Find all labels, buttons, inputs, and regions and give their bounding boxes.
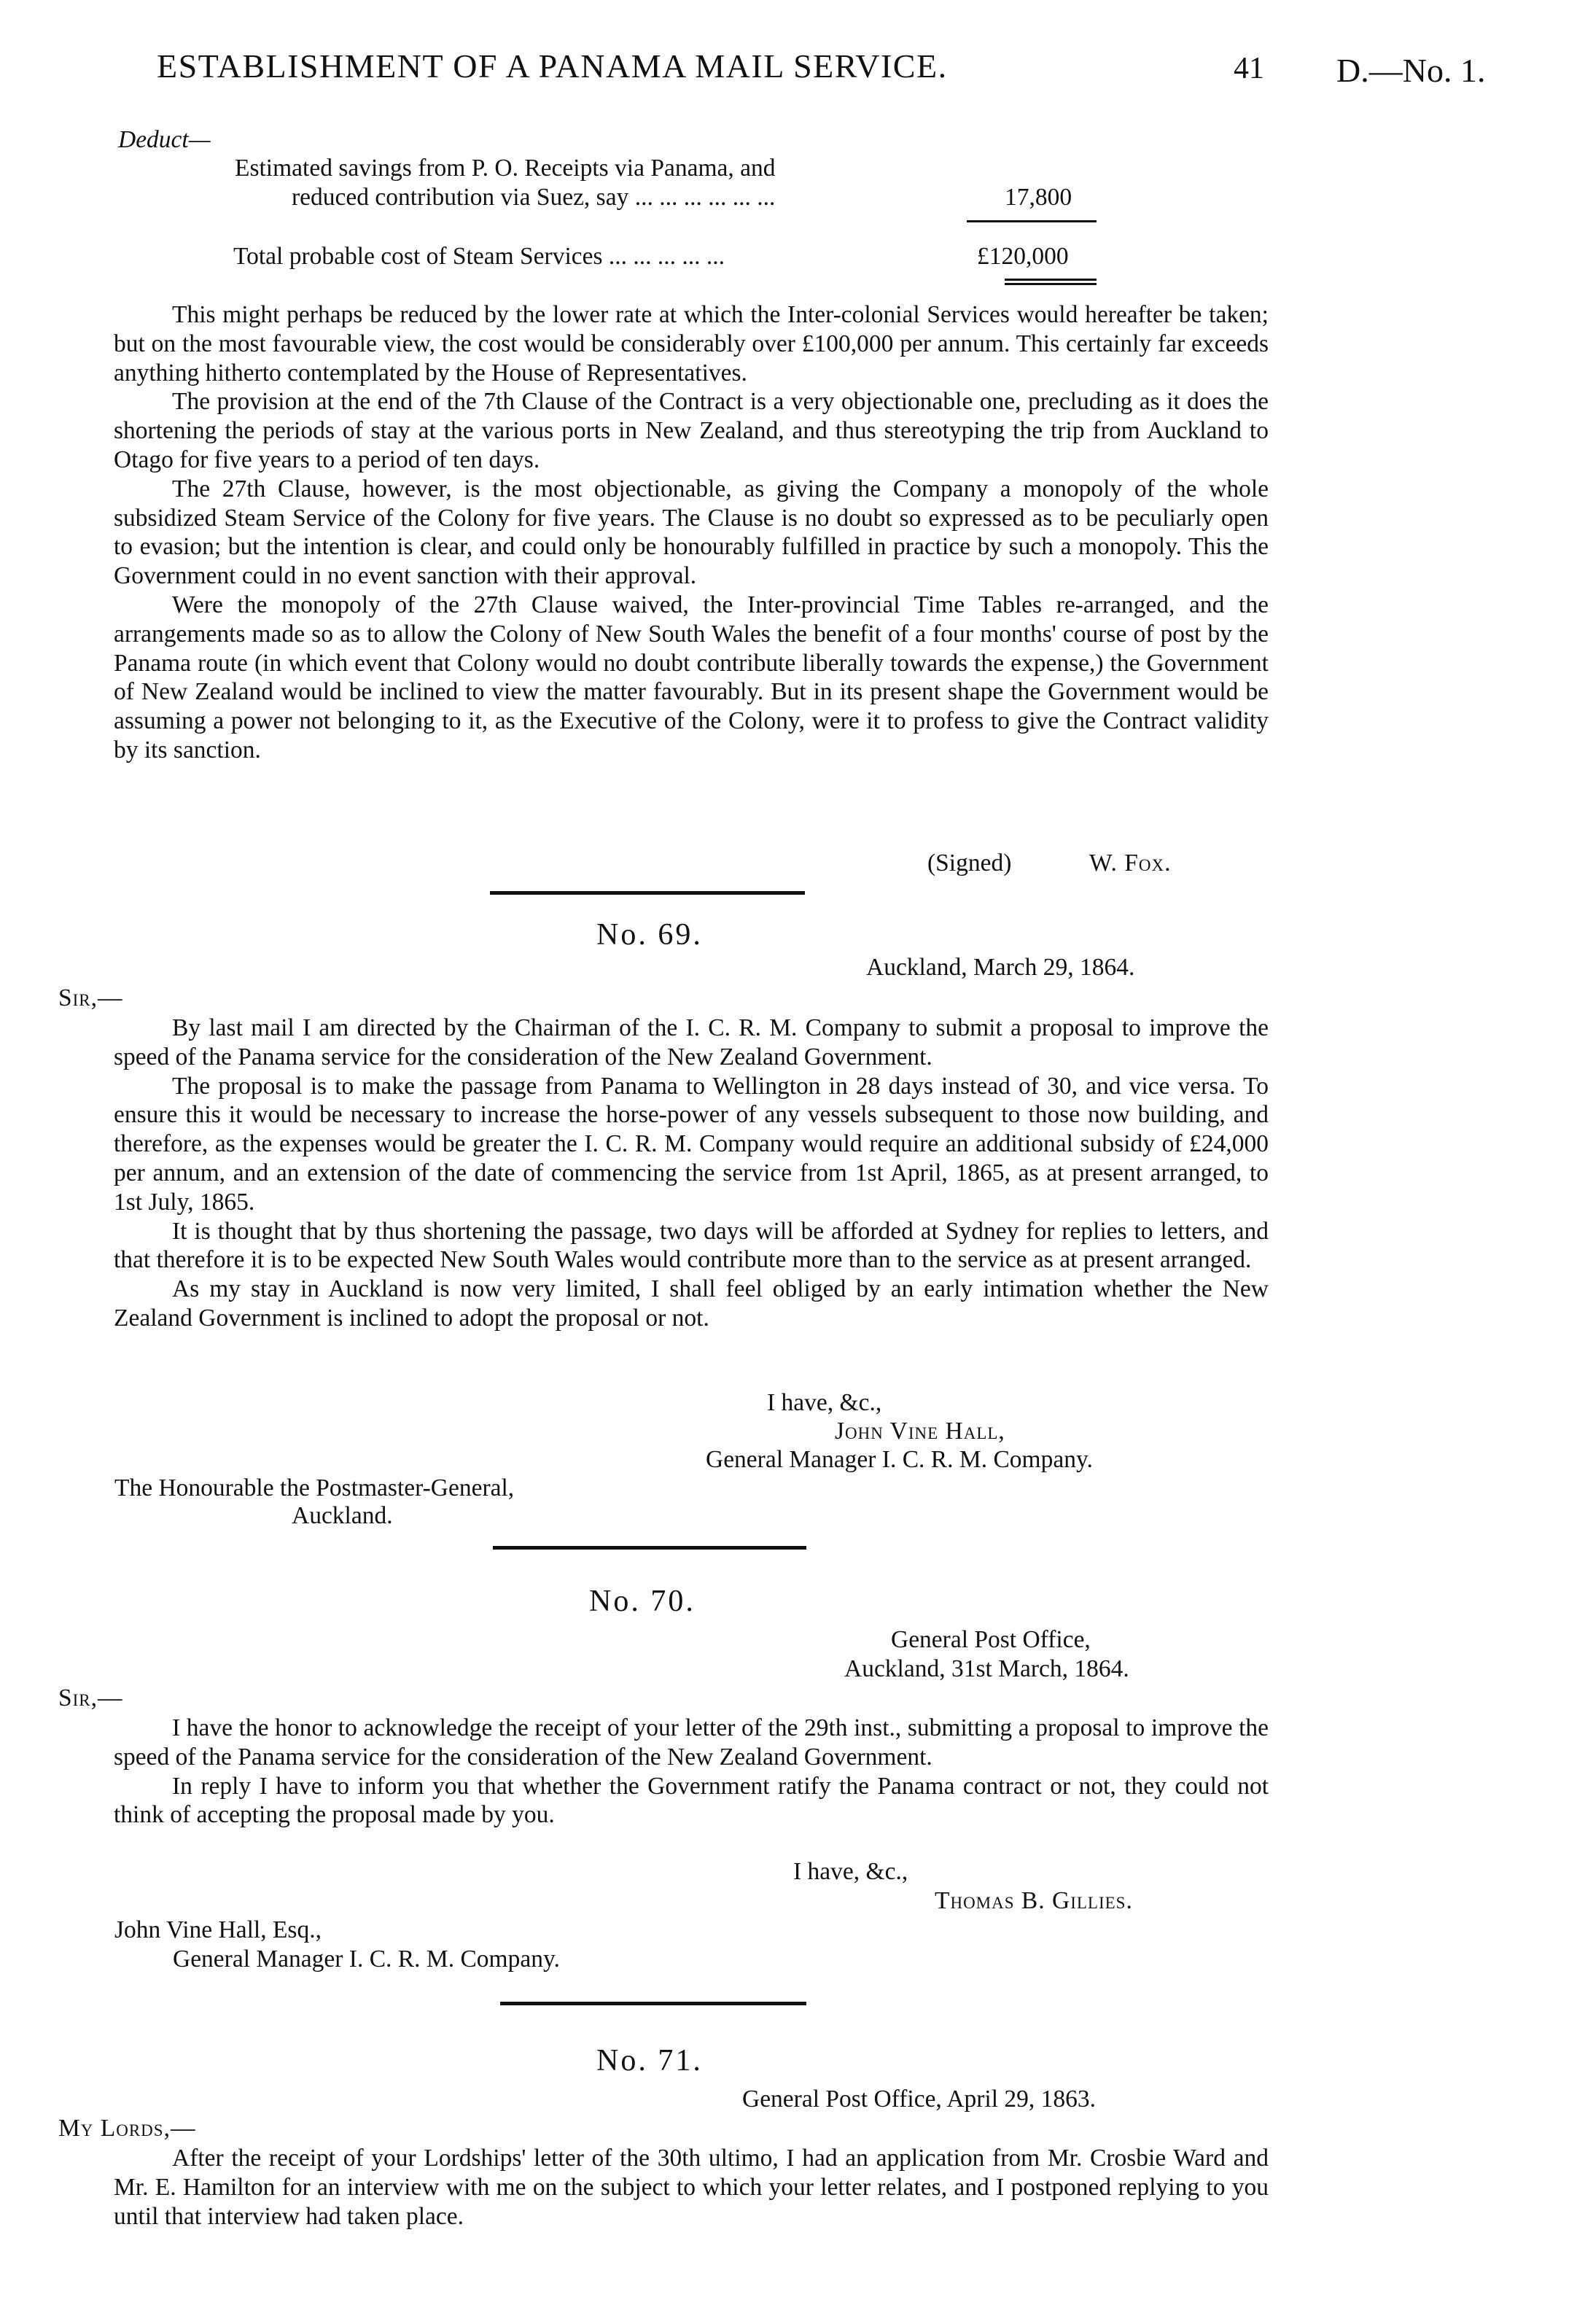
letter-69-date: Auckland, March 29, 1864. bbox=[866, 954, 1135, 981]
section-divider bbox=[493, 1546, 806, 1550]
memo-body bbox=[114, 300, 1269, 765]
section-divider bbox=[490, 891, 805, 895]
letter-69-signature: John Vine Hall, bbox=[835, 1418, 1005, 1445]
letter-71-date: General Post Office, April 29, 1863. bbox=[742, 2086, 1097, 2113]
section-divider bbox=[500, 2002, 806, 2005]
letter-69-paragraph: As my stay in Auckland is now very limited, I shall feel obliged by an early intimation whether the New Zealand Government is inclined to adopt the proposal or not. bbox=[114, 1275, 1269, 1332]
letter-71-paragraph: After the receipt of your Lordships' letter of the 30th ultimo, I had an application from Mr. Crosbie Ward and Mr. E. Hamilton for an interview with me on the subject to which your letter relates, and I postponed replying to you until that interview had taken place. bbox=[114, 2145, 1269, 2230]
signed-label: (Signed) bbox=[927, 850, 1012, 877]
letter-69-paragraph: By last mail I am directed by the Chairman of the I. C. R. M. Company to submit a proposal to improve the speed of the Panama service for the consideration of the New Zealand Government. bbox=[114, 1014, 1269, 1070]
letter-70-body bbox=[114, 1714, 1269, 1830]
letter-70-signature: Thomas B. Gillies. bbox=[935, 1887, 1133, 1914]
letter-69-number: No. 69. bbox=[596, 918, 703, 952]
deduct-line-2: reduced contribution via Suez, say ... ... ... ... ... ... bbox=[292, 184, 776, 211]
signed-name: W. Fox. bbox=[1089, 850, 1172, 877]
letter-70-place-line-1: General Post Office, bbox=[891, 1626, 1091, 1653]
subtotal-rule bbox=[967, 220, 1097, 222]
running-header-title: ESTABLISHMENT OF A PANAMA MAIL SERVICE. bbox=[157, 47, 948, 85]
letter-70-paragraph: In reply I have to inform you that whether the Government ratify the Panama contract or not, they could not think of accepting the proposal made by you. bbox=[114, 1772, 1269, 1829]
total-double-rule-bottom bbox=[1005, 283, 1097, 285]
letter-70-salutation: Sir,— bbox=[58, 1684, 123, 1711]
letter-69-signature-title: General Manager I. C. R. M. Company. bbox=[706, 1446, 1093, 1473]
memo-paragraph: The 27th Clause, however, is the most objectionable, as giving the Company a monopoly of the whole subsidized Steam Service of the Colony for five years. The Clause is no doubt so expressed as to be peculiarly open to evasion; but the intention is clear, and could only be honourably fulfilled in practice by such a monopoly. This the Government could in no event sanction with their approval. bbox=[114, 475, 1269, 590]
letter-69-body bbox=[114, 1014, 1269, 1333]
total-double-rule-top bbox=[1005, 279, 1097, 281]
letter-69-addressee-line-1: The Honourable the Postmaster-General, bbox=[114, 1474, 515, 1501]
deduct-line-1: Estimated savings from P. O. Receipts via Panama, and bbox=[235, 155, 776, 182]
letter-69-salutation: Sir,— bbox=[58, 984, 123, 1011]
letter-70-paragraph: I have the honor to acknowledge the receipt of your letter of the 29th inst., submitting a proposal to improve the speed of the Panama service for the consideration of the New Zealand Government. bbox=[114, 1714, 1269, 1771]
memo-paragraph: This might perhaps be reduced by the lower rate at which the Inter-colonial Services would hereafter be taken; but on the most favourable view, the cost would be considerably over £100,000 per annum. This certainly far exceeds anything hitherto contemplated by the House of Representatives. bbox=[114, 301, 1269, 386]
letter-69-paragraph: The proposal is to make the passage from Panama to Wellington in 28 days instead of 30, and vice versa. To ensure this it would be necessary to increase the horse-power of any vessels subsequent to those now building, and therefore, as the expenses would be greater the I. C. R. M. Company would require an additional subsidy of £24,000 per annum, and an extension of the date of commencing the service from 1st April, 1865, as at present arranged, to 1st July, 1865. bbox=[114, 1072, 1269, 1216]
total-cost-label: Total probable cost of Steam Services ... ... ... ... ... bbox=[233, 243, 725, 270]
total-cost-amount: £120,000 bbox=[977, 243, 1069, 270]
deduct-label: Deduct— bbox=[118, 126, 211, 153]
memo-paragraph: The provision at the end of the 7th Clause of the Contract is a very objectionable one, precluding as it does the shortening the periods of stay at the various ports in New Zealand, and thus stereotyping the trip from Auckland to Otago for five years to a period of ten days. bbox=[114, 388, 1269, 473]
letter-70-addressee-line-1: John Vine Hall, Esq., bbox=[114, 1916, 322, 1943]
letter-69-paragraph: It is thought that by thus shortening the passage, two days will be afforded at Sydney for replies to letters, and that therefore it is to be expected New South Wales would contribute more than to the service as at present arranged. bbox=[114, 1217, 1269, 1274]
letter-71-salutation: My Lords,— bbox=[58, 2115, 196, 2142]
letter-70-closing: I have, &c., bbox=[793, 1858, 908, 1885]
letter-70-place-line-2: Auckland, 31st March, 1864. bbox=[844, 1655, 1129, 1682]
document-reference: D.—No. 1. bbox=[1336, 52, 1486, 89]
letter-69-addressee-line-2: Auckland. bbox=[292, 1502, 393, 1529]
letter-69-closing: I have, &c., bbox=[767, 1389, 882, 1416]
letter-71-body bbox=[114, 2144, 1269, 2231]
memo-paragraph: Were the monopoly of the 27th Clause waived, the Inter-provincial Time Tables re-arranged, and the arrangements made so as to allow the Colony of New South Wales the benefit of a four months' course of post by the Panama route (in which event that Colony would no doubt contribute liberally towards the expense,) the Government of New Zealand would be inclined to view the matter favourably. But in its present shape the Government would be assuming a power not belonging to it, as the Executive of the Colony, were it to profess to give the Contract validity by its sanction. bbox=[114, 591, 1269, 763]
letter-71-number: No. 71. bbox=[596, 2044, 703, 2078]
letter-70-addressee-line-2: General Manager I. C. R. M. Company. bbox=[173, 1946, 560, 1973]
deduct-amount: 17,800 bbox=[1005, 184, 1072, 211]
letter-70-number: No. 70. bbox=[589, 1585, 696, 1618]
page-number: 41 bbox=[1234, 52, 1264, 85]
